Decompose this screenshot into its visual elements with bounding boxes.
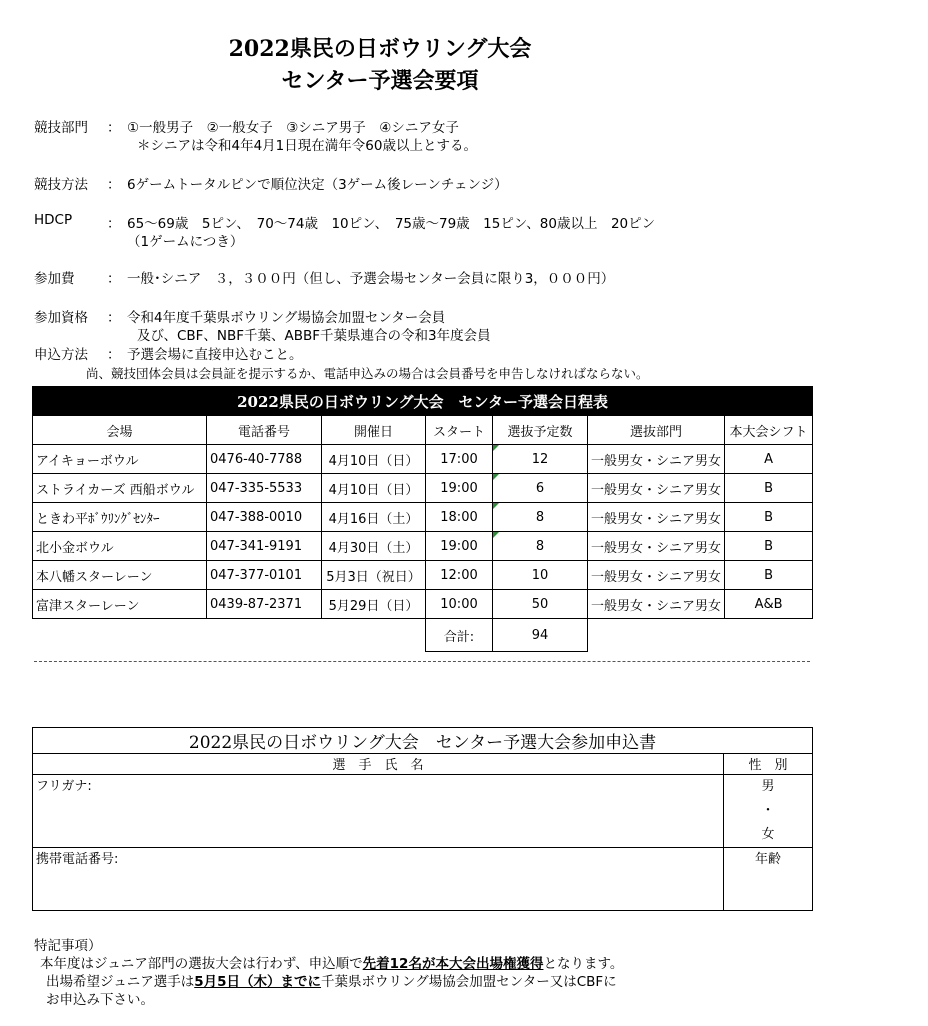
date-cell: 4月16日（土） <box>322 503 426 532</box>
notes-text: 千葉県ボウリング場協会加盟センター又はCBFに <box>321 974 617 990</box>
start-cell: 19:00 <box>426 532 493 561</box>
female-option[interactable]: 女 <box>761 827 775 842</box>
start-cell: 19:00 <box>426 474 493 503</box>
shift-cell: B <box>725 532 813 561</box>
start-cell: 17:00 <box>426 445 493 474</box>
notes-text: 本年度はジュニア部門の選抜大会は行わず、申込順で <box>40 956 363 972</box>
column-header: 本大会シフト <box>725 416 813 445</box>
quota-cell: 8 <box>493 503 588 532</box>
application-form <box>32 727 813 911</box>
division-cell: 一般男女・シニア男女 <box>588 474 725 503</box>
method-label: 競技方法 <box>34 177 88 193</box>
fee-value: 一般･シニア ３，３００円（但し、予選会場センター会員に限り3，０００円） <box>127 271 615 287</box>
division-value: ①一般男子 ②一般女子 ③シニア男子 ④シニア女子 <box>127 120 459 136</box>
table-row <box>33 474 813 503</box>
age-field[interactable] <box>724 848 813 911</box>
notes-heading: 特記事項） <box>34 938 102 954</box>
division-note: ＊シニアは令和4年4月1日現在満年令60歳以上とする。 <box>137 138 477 154</box>
phone-cell: 047-388-0010 <box>207 503 322 532</box>
colon: ： <box>107 216 121 232</box>
column-header: 会場 <box>33 416 207 445</box>
shift-cell: B <box>725 561 813 590</box>
division-label: 競技部門 <box>34 120 88 136</box>
column-header: 開催日 <box>322 416 426 445</box>
quota-cell: 6 <box>493 474 588 503</box>
venue-cell: ときわ平ﾎﾞｳﾘﾝｸﾞｾﾝﾀｰ <box>33 503 207 532</box>
notes-line-2 <box>46 970 617 990</box>
division-cell: 一般男女・シニア男女 <box>588 561 725 590</box>
furigana-label: フリガナ: <box>36 779 92 794</box>
phone-cell: 047-335-5533 <box>207 474 322 503</box>
colon: ： <box>107 120 121 136</box>
notes-emphasis: 先着12名が本大会出場権獲得 <box>362 956 544 972</box>
column-header: 選抜部門 <box>588 416 725 445</box>
quota-cell: 12 <box>493 445 588 474</box>
qualification-value-1: 令和4年度千葉県ボウリング場協会加盟センター会員 <box>127 310 446 326</box>
venue-cell: 北小金ボウル <box>33 532 207 561</box>
notes-line-1 <box>40 952 623 972</box>
apply-value: 予選会場に直接申込むこと。 <box>127 347 303 363</box>
form-title: 2022県民の日ボウリング大会 センター予選大会参加申込書 <box>33 728 813 754</box>
notes-line-3: お申込み下さい。 <box>46 992 154 1008</box>
colon: ： <box>107 177 121 193</box>
notes-text: となります。 <box>543 956 624 972</box>
division-cell: 一般男女・シニア男女 <box>588 445 725 474</box>
gender-header: 性 別 <box>724 754 813 775</box>
column-header: スタート <box>426 416 493 445</box>
phone-cell: 0439-87-2371 <box>207 590 322 619</box>
furigana-field[interactable] <box>33 775 724 848</box>
apply-label: 申込方法 <box>34 347 88 363</box>
venue-cell: アイキョーボウル <box>33 445 207 474</box>
hdcp-label: HDCP <box>34 212 73 228</box>
phone-cell: 047-341-9191 <box>207 532 322 561</box>
start-cell: 18:00 <box>426 503 493 532</box>
age-label: 年齢 <box>754 852 781 867</box>
column-header: 選抜予定数 <box>493 416 588 445</box>
start-cell: 10:00 <box>426 590 493 619</box>
total-row <box>33 619 813 652</box>
hdcp-note: （1ゲームにつき） <box>127 234 244 250</box>
separator-dot: ・ <box>761 803 775 818</box>
gender-field[interactable] <box>724 775 813 848</box>
colon: ： <box>107 310 121 326</box>
phone-cell: 047-377-0101 <box>207 561 322 590</box>
quota-cell: 50 <box>493 590 588 619</box>
date-cell: 4月10日（日） <box>322 445 426 474</box>
schedule-table <box>32 386 813 652</box>
fee-label: 参加費 <box>34 271 75 287</box>
notes-text: 出場希望ジュニア選手は <box>46 974 195 990</box>
table-row <box>33 503 813 532</box>
table-row <box>33 532 813 561</box>
phone-cell: 0476-40-7788 <box>207 445 322 474</box>
mobile-phone-label: 携帯電話番号: <box>36 852 119 867</box>
mobile-phone-field[interactable] <box>33 848 724 911</box>
schedule-title: 2022県民の日ボウリング大会 センター予選会日程表 <box>33 387 813 416</box>
total-label: 合計: <box>426 619 493 652</box>
notes-emphasis: 5月5日（木）までに <box>194 974 322 990</box>
shift-cell: B <box>725 474 813 503</box>
date-cell: 5月3日（祝日） <box>322 561 426 590</box>
table-row <box>33 590 813 619</box>
division-cell: 一般男女・シニア男女 <box>588 590 725 619</box>
qualification-label: 参加資格 <box>34 310 88 326</box>
colon: ： <box>107 347 121 363</box>
male-option[interactable]: 男 <box>761 779 775 794</box>
shift-cell: A <box>725 445 813 474</box>
date-cell: 5月29日（日） <box>322 590 426 619</box>
division-cell: 一般男女・シニア男女 <box>588 532 725 561</box>
shift-cell: B <box>725 503 813 532</box>
hdcp-value: 65～69歳 5ピン、 70～74歳 10ピン、 75歳～79歳 15ピン、80歳以上 20ピン <box>127 216 656 232</box>
method-value: 6ゲームトータルピンで順位決定（3ゲーム後レーンチェンジ） <box>127 177 508 193</box>
venue-cell: ストライカーズ 西船ボウル <box>33 474 207 503</box>
date-cell: 4月10日（日） <box>322 474 426 503</box>
venue-cell: 富津スターレーン <box>33 590 207 619</box>
name-header: 選 手 氏 名 <box>33 754 724 775</box>
apply-note: 尚、競技団体会員は会員証を提示するか、電話申込みの場合は会員番号を申告しなければならない。 <box>86 366 649 381</box>
qualification-value-2: 及び、CBF、NBF千葉、ABBF千葉県連合の令和3年度会員 <box>137 328 491 344</box>
venue-cell: 本八幡スターレーン <box>33 561 207 590</box>
division-cell: 一般男女・シニア男女 <box>588 503 725 532</box>
page-title: 2022県民の日ボウリング大会 <box>228 36 532 62</box>
quota-cell: 8 <box>493 532 588 561</box>
column-header: 電話番号 <box>207 416 322 445</box>
date-cell: 4月30日（土） <box>322 532 426 561</box>
shift-cell: A&B <box>725 590 813 619</box>
quota-cell: 10 <box>493 561 588 590</box>
table-row <box>33 445 813 474</box>
colon: ： <box>107 271 121 287</box>
page-subtitle: センター予選会要項 <box>281 68 479 94</box>
total-value: 94 <box>493 619 588 652</box>
cut-line-divider <box>34 661 810 662</box>
table-row <box>33 561 813 590</box>
start-cell: 12:00 <box>426 561 493 590</box>
